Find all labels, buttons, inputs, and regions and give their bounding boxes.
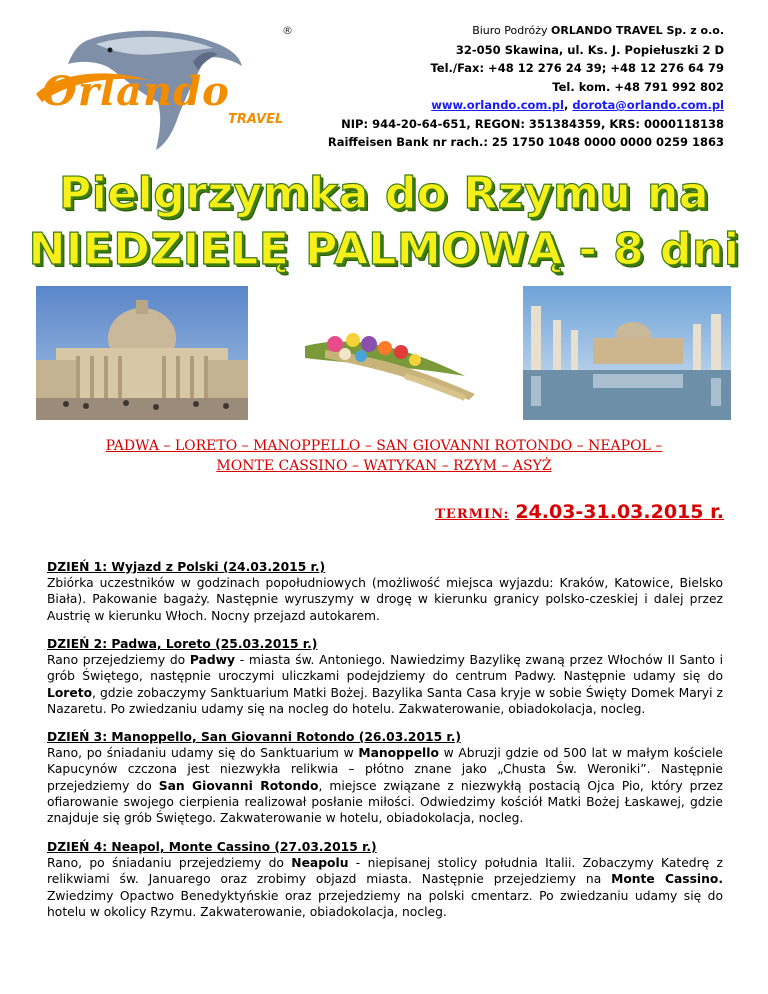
company-info <box>328 22 724 152</box>
company-phone: Tel./Fax: +48 12 276 24 39; +48 12 276 64 79 <box>430 61 724 75</box>
termin-value: 24.03-31.03.2015 r. <box>515 501 724 523</box>
trip-dates <box>435 501 724 523</box>
day-4 <box>47 839 723 920</box>
registered-mark: ® <box>282 24 293 37</box>
text-segment: Zwiedzimy Opactwo Benedyktyńskie oraz przejedziemy na polski cmentarz. Po zwiedzaniu udamy się do hotelu w okolicy Rzymu. Zakwaterowanie, obiadokolacja, nocleg. <box>47 888 723 919</box>
day-description <box>47 855 723 920</box>
route-line2: MONTE CASSINO – WATYKAN – RZYM – ASYŻ <box>216 458 552 474</box>
text-segment: - niepisanej stolicy południa Italii. Zobaczymy Katedrę z relikwiami św. Januarego oraz zrobimy objazd miasta. Następnie przejedziemy na <box>47 856 723 887</box>
text-segment: , miejsce związane z niezwykłą postacią Ojca Pio, który przez ofiarowanie swojego cierpienia realizował posłanie miłości. Odwiedzimy kościół Matki Bożej Łaskawej, gdzie znajduje się grób Świętego. Zakwaterowanie w hotelu, obiadokolacja, nocleg. <box>47 778 723 826</box>
day-description: Zbiórka uczestników w godzinach popołudniowych (możliwość miejsca wyjazdu: Kraków, Katowice, Bielsko Biała). Pakowanie bagaży. Następnie wyruszymy w drogę w kierunku granicy polsko-czeskiej i dalej przez Austrię w kierunku Włoch. Nocny przejazd autokarem. <box>47 576 723 623</box>
text-segment: , gdzie zobaczymy Sanktuarium Matki Bożej. Bazylika Santa Casa kryje w sobie Święty Domek Maryi z Nazaretu. Po zwiedzaniu udamy się na nocleg do hotelu. Zakwaterowanie, obiadokolacja, nocleg. <box>47 685 723 716</box>
place-name: Neapolu <box>291 856 349 871</box>
place-name: Monte Cassino. <box>611 872 723 887</box>
day-heading: DZIEŃ 3: Manoppello, San Giovanni Rotondo (26.03.2015 r.) <box>47 730 462 744</box>
padua-prato-della-valle-photo <box>523 286 731 420</box>
text-segment: Rano, po śniadaniu przejedziemy do <box>47 856 292 871</box>
day-heading: DZIEŃ 2: Padwa, Loreto (25.03.2015 r.) <box>47 637 318 651</box>
text-segment: w Abruzji gdzie od 500 lat w małym kościele Kapucynów czczona jest niezwykła relikwia – płótno znane jako „Chusta Św. Weroniki”. Następnie przejedziemy do <box>47 746 723 793</box>
company-name-prefix: Biuro Podróży <box>472 24 552 37</box>
termin-label: TERMIN: <box>435 507 510 522</box>
website-link[interactable]: www.orlando.com.pl <box>431 98 564 112</box>
st-peters-basilica-photo <box>36 286 248 420</box>
day-description <box>47 652 723 717</box>
orlando-logo <box>28 22 298 152</box>
page-title-line1: Pielgrzymka do Rzymu na <box>58 168 710 219</box>
email-link[interactable]: dorota@orlando.com.pl <box>572 98 724 112</box>
route-line1: PADWA – LORETO – MANOPPELLO – SAN GIOVANNI ROTONDO – NEAPOL – <box>105 438 663 454</box>
company-ids: NIP: 944-20-64-651, REGON: 351384359, KRS: 0000118138 <box>341 116 724 131</box>
company-name-line <box>328 22 724 41</box>
day-3 <box>47 729 723 826</box>
place-name: Padwy <box>189 653 236 668</box>
day-heading: DZIEŃ 1: Wyjazd z Polski (24.03.2015 r.) <box>47 560 326 574</box>
company-mobile: Tel. kom. +48 791 992 802 <box>552 79 724 94</box>
place-name: Manoppello <box>358 746 439 761</box>
place-name: Loreto <box>47 685 93 700</box>
company-links <box>328 96 724 115</box>
day-1 <box>47 559 723 624</box>
palm-sunday-palm-photo <box>265 286 503 420</box>
text-segment: Rano, po śniadaniu udamy się do Sanktuarium w <box>47 746 359 761</box>
itinerary-route <box>0 436 768 476</box>
company-name: ORLANDO TRAVEL Sp. z o.o. <box>551 24 724 37</box>
logo-sub: TRAVEL <box>228 112 284 127</box>
page-title-line2: NIEDZIELĘ PALMOWĄ - 8 dni <box>28 224 740 275</box>
text-segment: Rano przejedziemy do <box>47 653 190 668</box>
day-2 <box>47 636 723 717</box>
day-heading: DZIEŃ 4: Neapol, Monte Cassino (27.03.2015 r.) <box>47 840 377 854</box>
day-description <box>47 745 723 826</box>
company-address: 32-050 Skawina, ul. Ks. J. Popiełuszki 2 D <box>455 42 724 57</box>
company-bank: Raiffeisen Bank nr rach.: 25 1750 1048 0000 0000 0259 1863 <box>327 135 724 149</box>
link-separator: , <box>563 98 573 112</box>
text-segment: - miasta św. Antoniego. Nawiedzimy Bazylikę zwaną przez Włochów II Santo i grób Świętego, następnie uroczymi uliczkami podejdziemy do centrum Padwy. Następnie udamy się do <box>47 653 724 684</box>
place-name: San Giovanni Rotondo <box>158 778 319 793</box>
logo-brand: Orlando <box>42 68 230 115</box>
